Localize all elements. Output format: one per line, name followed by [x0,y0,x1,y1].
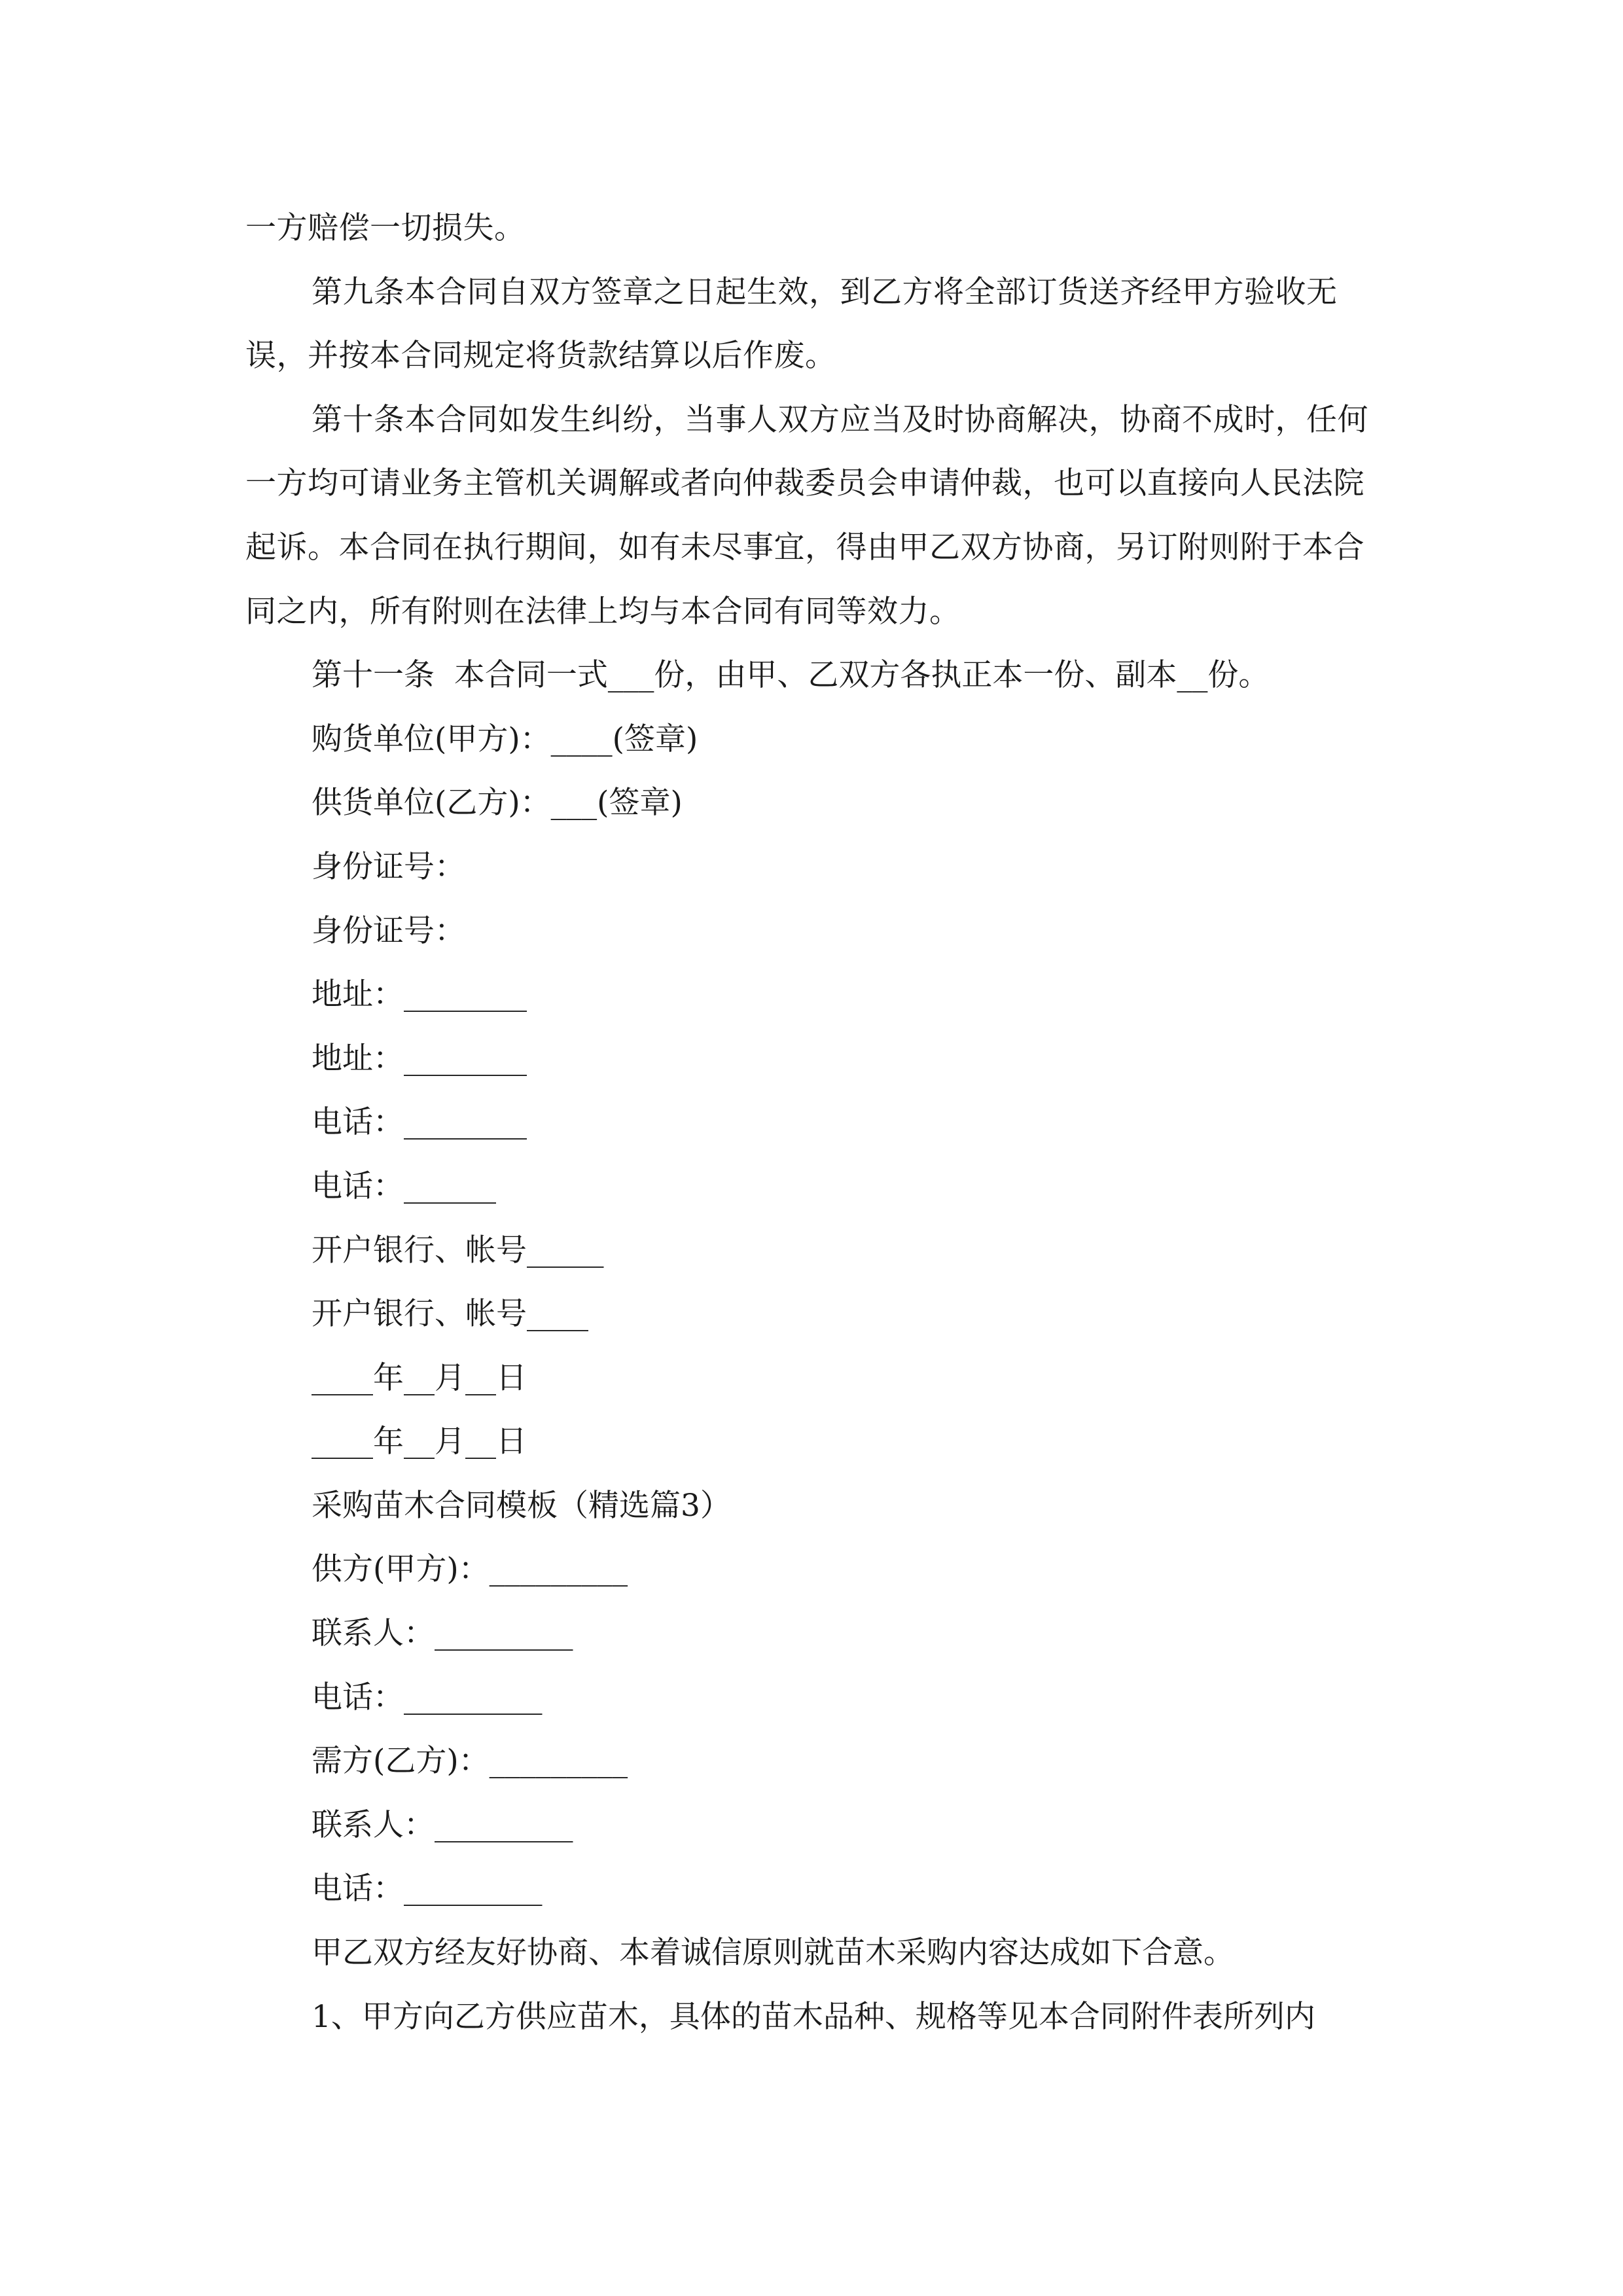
agreement-intro-line: 甲乙双方经友好协商、本着诚信原则就苗木采购内容达成如下合意。 [312,1935,1234,1971]
address-line: 地址：________ [312,1040,527,1077]
section-title: 采购苗木合同模板（精选篇3） [312,1487,731,1524]
article-11-line: 第十一条 本合同一式___份，由甲、乙双方各执正本一份、副本__份。 [312,657,1270,694]
contact-person-line: 联系人：_________ [312,1615,573,1652]
demander-party-line: 需方(乙方)：_________ [312,1743,628,1780]
supplier-party-line: 供方(甲方)：_________ [312,1551,628,1588]
phone-line: 电话：_________ [312,1871,543,1907]
address-line: 地址：________ [312,977,527,1013]
bank-account-line: 开户银行、帐号____ [312,1296,588,1333]
id-number-line: 身份证号： [312,912,465,949]
phone-line: 电话：________ [312,1104,527,1141]
paragraph-article-9: 第九条本合同自双方签章之日起生效，到乙方将全部订货送齐经甲方验收无误，并按本合同规定将货款结算以后作废。 [245,274,1338,374]
phone-line: 电话：______ [312,1168,496,1204]
document-body [245,196,1378,2049]
buyer-unit-line: 购货单位(甲方)：____(签章) [312,721,698,757]
paragraph-article-10: 第十条本合同如发生纠纷，当事人双方应当及时协商解决，协商不成时，任何一方均可请业务主管机关调解或者向仲裁委员会申请仲裁，也可以直接向人民法院起诉。本合同在执行期间，如有未尽事宜，得由甲乙双方协商，另订附则附于本合同之内，所有附则在法律上均与本合同有同等效力。 [245,401,1368,630]
contact-person-line: 联系人：_________ [312,1806,573,1843]
clause-1-line: 1、甲方向乙方供应苗木，具体的苗木品种、规格等见本合同附件表所列内 [312,1998,1315,2035]
id-number-line: 身份证号： [312,848,465,885]
supplier-unit-line: 供货单位(乙方)：___(签章) [312,785,683,821]
bank-account-line: 开户银行、帐号_____ [312,1232,604,1268]
phone-line: 电话：_________ [312,1679,543,1715]
date-line: ____年__月__日 [312,1424,527,1460]
paragraph-continuation: 一方赔偿一切损失。 [245,210,526,246]
date-line: ____年__月__日 [312,1359,527,1396]
